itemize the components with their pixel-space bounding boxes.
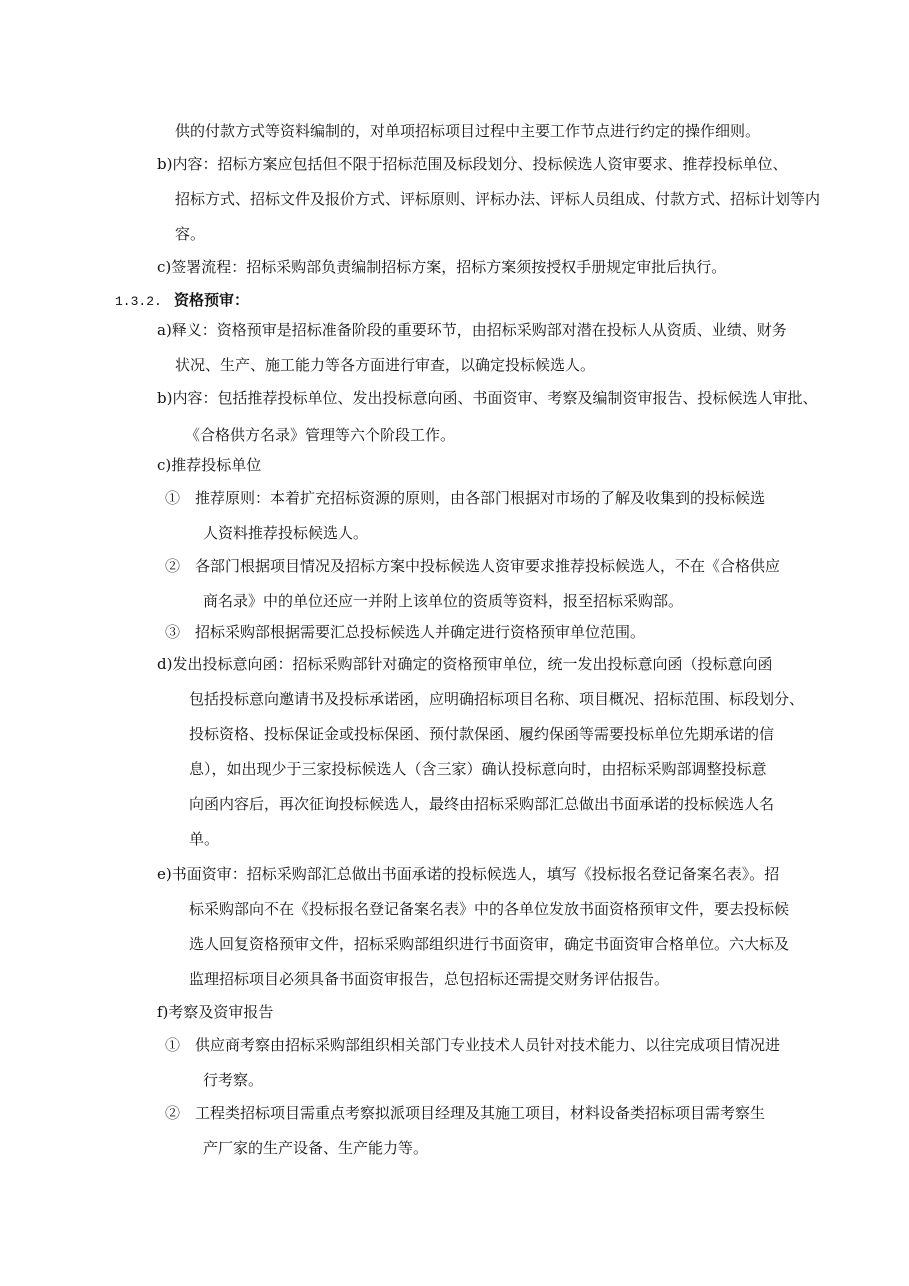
paragraph-line: 投标资格、投标保证金或投标保函、预付款保函、履约保函等需要投标单位先期承诺的信 (189, 725, 775, 743)
list-item: ① 推荐原则：本着扩充招标资源的原则，由各部门根据对市场的了解及收集到的投标候选 (165, 489, 766, 507)
paragraph-line: 状况、生产、施工能力等各方面进行审查，以确定投标候选人。 (175, 356, 596, 374)
paragraph-line: c)签署流程：招标采购部负责编制招标方案，招标方案须按授权手册规定审批后执行。 (157, 258, 727, 276)
paragraph-line: 容。 (175, 225, 206, 243)
paragraph-line: 向函内容后，再次征询投标候选人，最终由招标采购部汇总做出书面承诺的投标候选人名 (189, 795, 775, 813)
paragraph-line: e)书面资审：招标采购部汇总做出书面承诺的投标候选人，填写《投标报名登记备案名表》。招 (157, 865, 780, 883)
section-title: 资格预审： (174, 291, 250, 309)
paragraph-line: 招标方式、招标文件及报价方式、评标原则、评标办法、评标人员组成、付款方式、招标计划等内 (175, 190, 821, 208)
paragraph-line: 监理招标项目必须具备书面资审报告，总包招标还需提交财务评估报告。 (189, 970, 670, 988)
paragraph-line: b)内容：包括推荐投标单位、发出投标意向函、书面资审、考察及编制资审报告、投标候选人审批、 (157, 389, 818, 407)
list-heading: c)推荐投标单位 (157, 456, 262, 474)
paragraph-line: 行考察。 (203, 1071, 264, 1089)
paragraph-line: 《合格供方名录》管理等六个阶段工作。 (185, 426, 456, 444)
paragraph-line: 产厂家的生产设备、生产能力等。 (203, 1139, 429, 1157)
list-heading: f)考察及资审报告 (157, 1003, 274, 1021)
paragraph-line: d)发出投标意向函：招标采购部针对确定的资格预审单位，统一发出投标意向函（投标意向函 (157, 655, 773, 673)
paragraph-line: 息），如出现少于三家投标候选人（含三家）确认投标意向时，由招标采购部调整投标意 (189, 760, 767, 778)
paragraph-line: 包括投标意向邀请书及投标承诺函，应明确招标项目名称、项目概况、招标范围、标段划分、 (189, 690, 805, 708)
paragraph-line: 标采购部向不在《投标报名登记备案名表》中的各单位发放书面资格预审文件，要去投标候 (189, 900, 790, 918)
list-item: ② 工程类招标项目需重点考察拟派项目经理及其施工项目，材料设备类招标项目需考察生 (165, 1104, 766, 1122)
section-number: 1.3.2. (115, 294, 162, 309)
paragraph-line: 人资料推荐投标候选人。 (203, 524, 369, 542)
paragraph-line: 选人回复资格预审文件，招标采购部组织进行书面资审，确定书面资审合格单位。六大标及 (189, 935, 790, 953)
paragraph-line: 商名录》中的单位还应一并附上该单位的资质等资料，报至招标采购部。 (203, 592, 684, 610)
list-item: ① 供应商考察由招标采购部组织相关部门专业技术人员针对技术能力、以往完成项目情况进 (165, 1036, 781, 1054)
paragraph-line: a)释义：资格预审是招标准备阶段的重要环节，由招标采购部对潜在投标人从资质、业绩、财务 (157, 321, 787, 339)
paragraph-line: 单。 (189, 830, 220, 848)
list-item: ② 各部门根据项目情况及招标方案中投标候选人资审要求推荐投标候选人，不在《合格供应 (165, 557, 781, 575)
paragraph-line: b)内容：招标方案应包括但不限于招标范围及标段划分、投标候选人资审要求、推荐投标单位、 (157, 155, 788, 173)
paragraph-line: 供的付款方式等资料编制的，对单项招标项目过程中主要工作节点进行约定的操作细则。 (175, 122, 761, 140)
list-item: ③ 招标采购部根据需要汇总投标候选人并确定进行资格预审单位范围。 (165, 623, 646, 641)
